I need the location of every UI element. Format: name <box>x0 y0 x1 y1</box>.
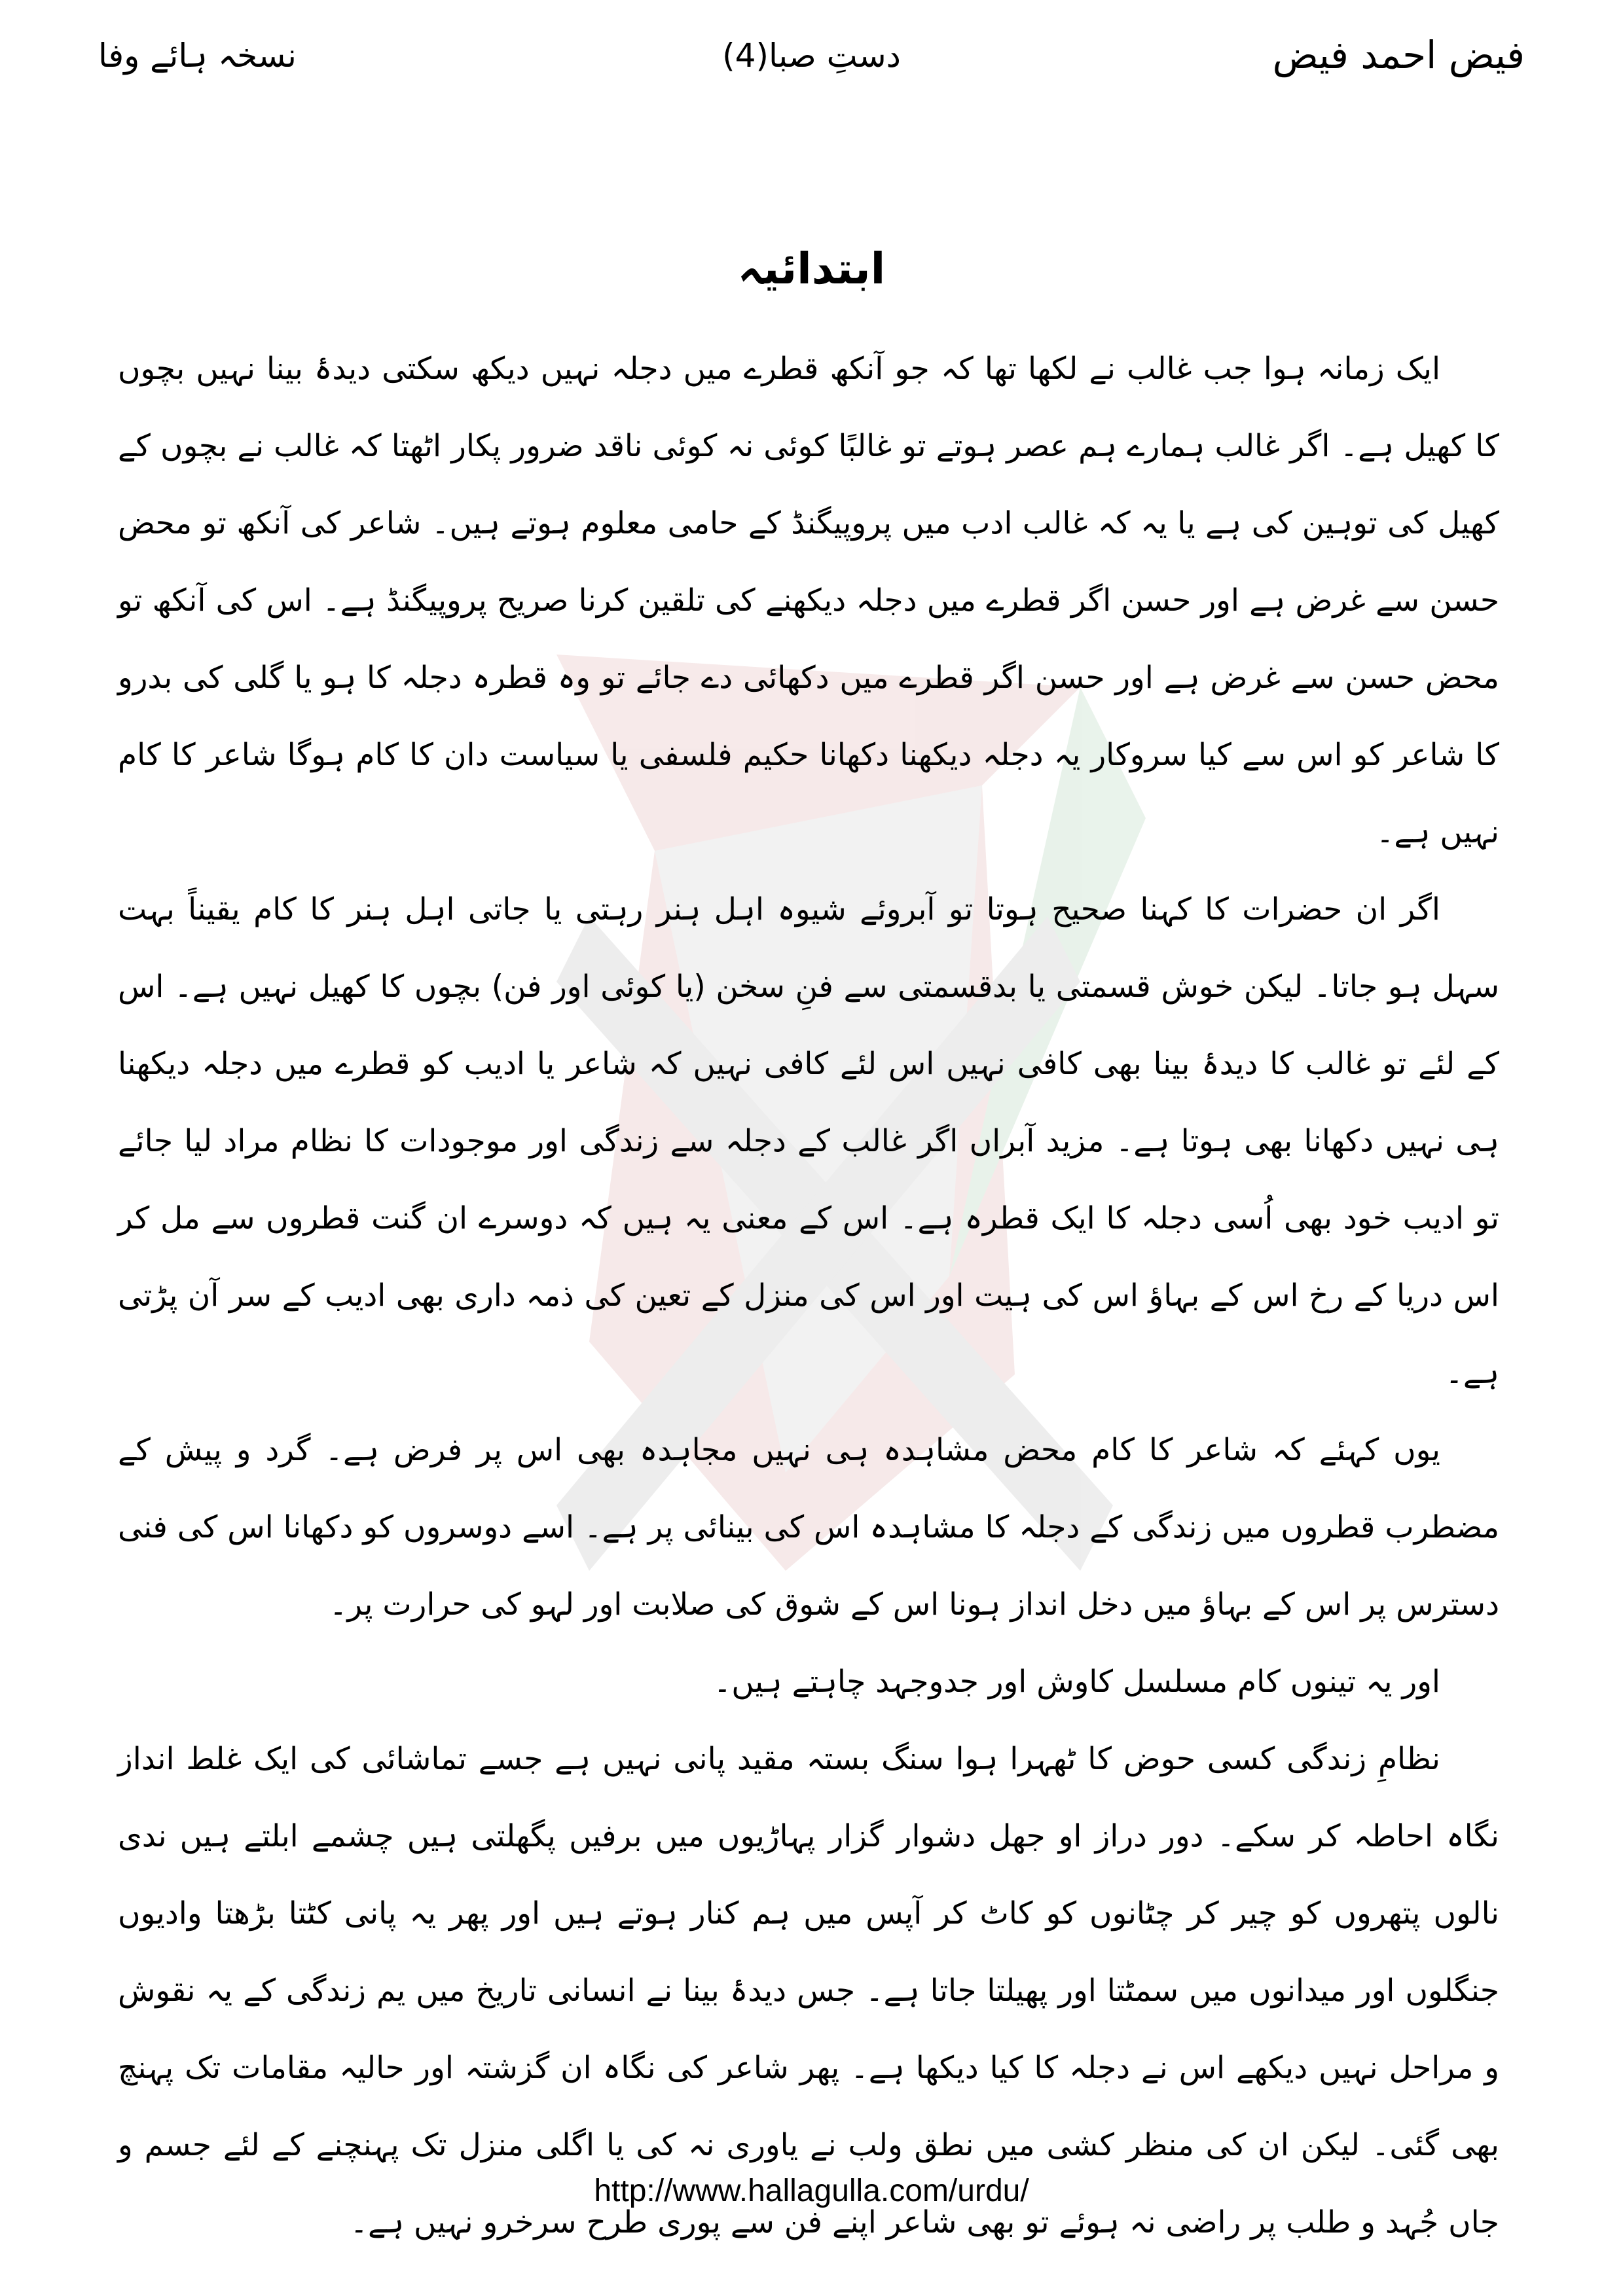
paragraph: اور یہ تینوں کام مسلسل کاوش اور جدوجہد چاہتے ہیں۔ <box>713 1664 1440 1700</box>
paragraph: ایک زمانہ ہوا جب غالب نے لکھا تھا کہ جو آنکھ قطرے میں دجلہ نہیں دیکھ سکتی دیدۂ بینا نہیں بچوں کا کھیل ہے۔ اگر غالب ہمارے ہم عصر ہوتے تو غالبًا کوئی نہ کوئی ناقد ضرور پکار اٹھتا کہ غالب نے بچوں کے کھیل کی توہین کی ہے یا یہ کہ غالب ادب میں پروپیگنڈ کے حامی معلوم ہوتے ہیں۔ شاعر کی آنکھ تو محض حسن سے غرض ہے اور حسن اگر قطرے میں دجلہ دیکھنے کی تلقین کرنا صریح پروپیگنڈ ہے۔ اس کی آنکھ تو محض حسن سے غرض ہے اور حسن اگر قطرے میں دکھائی دے جائے تو وہ قطرہ دجلہ کا ہو یا گلی کی بدرو کا شاعر کو اس سے کیا سروکار یہ دجلہ دیکھنا دکھانا حکیم فلسفی یا سیاست دان کا کام ہوگا شاعر کا کام نہیں ہے۔ <box>118 351 1499 850</box>
paragraph: اگر ان حضرات کا کہنا صحیح ہوتا تو آبروئے شیوہ اہل ہنر رہتی یا جاتی اہل ہنر کا کام یقیناً بہت سہل ہو جاتا۔ لیکن خوش قسمتی یا بدقسمتی سے فنِ سخن (یا کوئی اور فن) بچوں کا کھیل نہیں ہے۔ اس کے لئے تو غالب کا دیدۂ بینا بھی کافی نہیں اس لئے کافی نہیں کہ شاعر یا ادیب کو قطرے میں دجلہ دیکھنا ہی نہیں دکھانا بھی ہوتا ہے۔ مزید آبراں اگر غالب کے دجلہ سے زندگی اور موجودات کا نظام مراد لیا جائے تو ادیب خود بھی اُسی دجلہ کا ایک قطرہ ہے۔ اس کے معنی یہ ہیں کہ دوسرے ان گنت قطروں سے مل کر اس دریا کے رخ اس کے بہاؤ اس کی ہیت اور اس کی منزل کے تعین کی ذمہ داری بھی ادیب کے سر آن پڑتی ہے۔ <box>118 891 1499 1391</box>
header-collection: نسخہ ہائے وفا <box>98 37 297 75</box>
header-book-part: دستِ صبا(4) <box>722 37 901 75</box>
page-header <box>98 33 1525 105</box>
body-text <box>118 331 1499 2261</box>
footer-url: http://www.hallagulla.com/urdu/ <box>594 2174 1029 2208</box>
paragraph: یوں کہئے کہ شاعر کا کام محض مشاہدہ ہی نہیں مجاہدہ بھی اس پر فرض ہے۔ گرد و پیش کے مضطرب قطروں میں زندگی کے دجلہ کا مشاہدہ اس کی بینائی پر ہے۔ اسے دوسروں کو دکھانا اس کی فنی دسترس پر اس کے بہاؤ میں دخل انداز ہونا اس کے شوق کی صلابت اور لہو کی حرارت پر۔ <box>118 1432 1499 1623</box>
paragraph: نظامِ زندگی کسی حوض کا ٹھہرا ہوا سنگ بستہ مقید پانی نہیں ہے جسے تماشائی کی ایک غلط انداز نگاہ احاطہ کر سکے۔ دور دراز او جھل دشوار گزار پہاڑیوں میں برفیں پگھلتی ہیں چشمے ابلتے ہیں ندی نالوں پتھروں کو چیر کر چٹانوں کو کاٹ کر آپس میں ہم کنار ہوتے ہیں اور پھر یہ پانی کٹتا بڑھتا وادیوں جنگلوں اور میدانوں میں سمٹتا اور پھیلتا جاتا ہے۔ جس دیدۂ بینا نے انسانی تاریخ میں یم زندگی کے یہ نقوش و مراحل نہیں دیکھے اس نے دجلہ کا کیا دیکھا ہے۔ پھر شاعر کی نگاہ ان گزشتہ اور حالیہ مقامات تک پہنچ بھی گئی۔ لیکن ان کی منظر کشی میں نطق ولب نے یاوری نہ کی یا اگلی منزل تک پہنچنے کے لئے جسم و جاں جُہد و طلب پر راضی نہ ہوئے تو بھی شاعر اپنے فن سے پوری طرح سرخرو نہیں ہے۔ <box>118 1741 1499 2240</box>
page-title: ابتدائیہ <box>737 243 886 294</box>
header-author: فیض احمد فیض <box>1272 33 1525 77</box>
